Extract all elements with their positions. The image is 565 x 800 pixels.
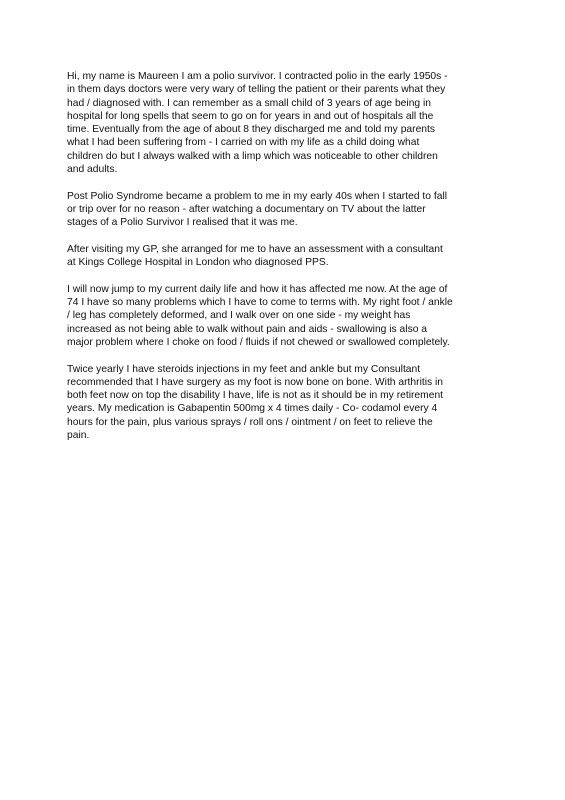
- text-line: years. My medication is Gabapentin 500mg x 4 times daily - Co- codamol every 4: [67, 403, 438, 415]
- paragraph-diagnosis: [67, 243, 507, 270]
- text-line: Twice yearly I have steroids injections in my feet and ankle but my Consultant: [67, 363, 421, 375]
- text-line: hours for the pain, plus various sprays / roll ons / ointment / on feet to relieve the: [67, 416, 433, 428]
- text-line: hospital for long spells that seem to go on for years in and out of hospitals all the: [67, 110, 434, 122]
- text-line: and adults.: [67, 164, 118, 176]
- text-line: stages of a Polio Survivor I realised that it was me.: [67, 217, 298, 229]
- text-line: / leg has completely deformed, and I walk over on one side - my weight has: [67, 310, 411, 322]
- text-line: pain.: [67, 430, 90, 442]
- text-line: children do but I always walked with a limp which was noticeable to other children: [67, 150, 438, 162]
- text-line: in them days doctors were very wary of telling the patient or their parents what they: [67, 84, 446, 96]
- text-line: or trip over for no reason - after watching a documentary on TV about the latter: [67, 203, 426, 215]
- paragraph-current-life: [67, 283, 507, 349]
- text-line: 74 I have so many problems which I have to come to terms with. My right foot / ankle: [67, 297, 453, 309]
- paragraph-treatment: [67, 363, 507, 443]
- text-line: Hi, my name is Maureen I am a polio survivor. I contracted polio in the early 1950s -: [67, 71, 448, 82]
- paragraph-post-polio-syndrome: [67, 190, 507, 230]
- text-line: I will now jump to my current daily life and how it has affected me now. At the age of: [67, 283, 448, 295]
- document-body: [67, 70, 507, 456]
- text-line: both feet now on top the disability I have, life is not as it should be in my retirement: [67, 390, 444, 402]
- text-line: major problem where I choke on food / fluids if not chewed or swallowed completely.: [67, 336, 450, 348]
- text-line: at Kings College Hospital in London who diagnosed PPS.: [67, 257, 329, 269]
- text-line: Post Polio Syndrome became a problem to me in my early 40s when I started to fall: [67, 190, 448, 202]
- text-line: recommended that I have surgery as my foot is now bone on bone. With arthritis in: [67, 376, 444, 388]
- text-line: increased as not being able to walk without pain and aids - swallowing is also a: [67, 323, 428, 335]
- text-line: time. Eventually from the age of about 8 they discharged me and told my parents: [67, 124, 436, 136]
- paragraph-introduction: [67, 70, 507, 176]
- text-line: had / diagnosed with. I can remember as a small child of 3 years of age being in: [67, 97, 432, 109]
- text-line: what I had been suffering from - I carried on with my life as a child doing what: [67, 137, 420, 149]
- text-line: After visiting my GP, she arranged for me to have an assessment with a consultant: [67, 243, 443, 255]
